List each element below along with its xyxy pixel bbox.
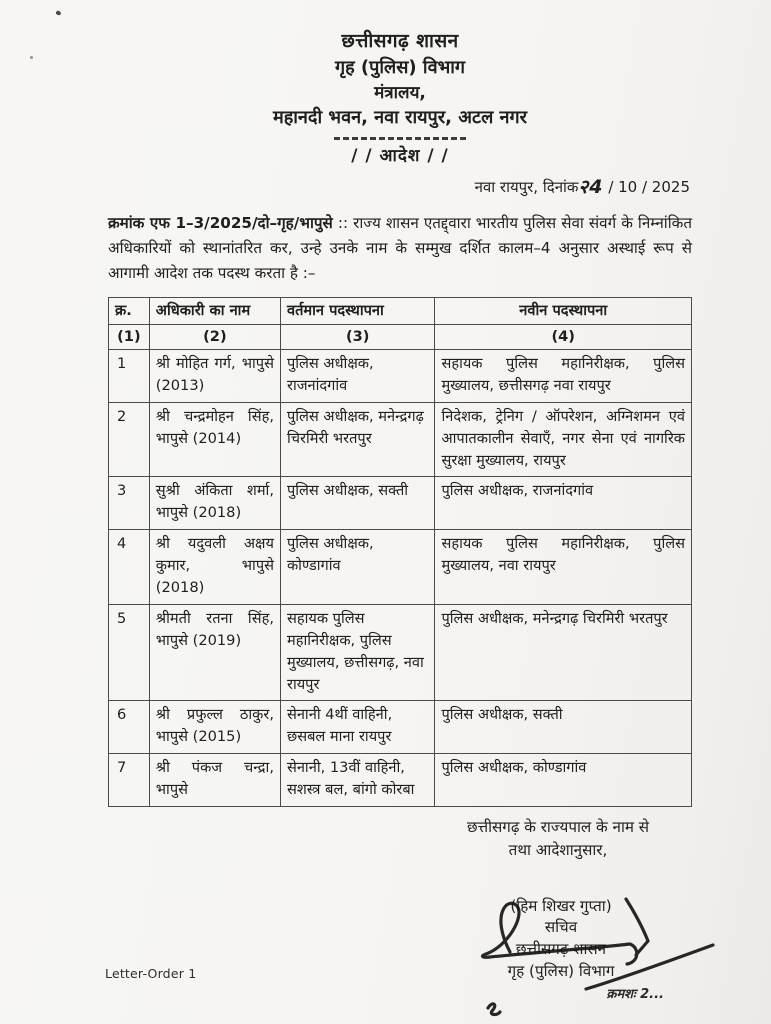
cell-serial: 4 bbox=[109, 530, 150, 605]
cell-officer-name: श्रीमती रतना सिंह, भापुसे (2019) bbox=[149, 604, 280, 701]
col-number: (1) bbox=[109, 325, 150, 350]
header-officer-name: अधिकारी का नाम bbox=[149, 298, 280, 325]
order-paragraph bbox=[108, 211, 692, 285]
cell-current-posting: पुलिस अधीक्षक, मनेन्द्रगढ़ चिरमिरी भरतपुर bbox=[280, 402, 434, 477]
cell-current-posting: सेनानी, 13वीं वाहिनी, सशस्त्र बल, बांगो कोरबा bbox=[280, 754, 434, 807]
cell-new-posting: सहायक पुलिस महानिरीक्षक, पुलिस मुख्यालय, छत्तीसगढ़ नवा रायपुर bbox=[435, 349, 692, 402]
cell-officer-name: श्री मोहित गर्ग, भापुसे (2013) bbox=[149, 349, 280, 402]
cell-serial: 2 bbox=[109, 402, 150, 477]
table-row bbox=[109, 477, 692, 530]
cell-officer-name: सुश्री अंकिता शर्मा, भापुसे (2018) bbox=[149, 477, 280, 530]
cell-new-posting: निदेशक, ट्रेनिग / ऑपरेशन, अग्निशमन एवं आपातकालीन सेवाएँ, नगर सेना एवं नागरिक सुरक्षा मुख्यालय, रायपुर bbox=[435, 402, 692, 477]
cell-new-posting: पुलिस अधीक्षक, सक्ती bbox=[435, 701, 692, 754]
cell-officer-name: श्री यदुवली अक्षय कुमार, भापुसे (2018) bbox=[149, 530, 280, 605]
scan-speck bbox=[55, 10, 61, 15]
cell-current-posting: सहायक पुलिस महानिरीक्षक, पुलिस मुख्यालय, छत्तीसगढ़, नवा रायपुर bbox=[280, 604, 434, 701]
handwritten-day: २4 bbox=[578, 176, 604, 199]
cell-new-posting: पुलिस अधीक्षक, कोण्डागांव bbox=[435, 754, 692, 807]
date-rest: / 10 / 2025 bbox=[608, 178, 690, 197]
order-text: राज्य शासन एतद्द्वारा भारतीय पुलिस सेवा संवर्ग के निम्नांकित अधिकारियों को स्थानांतरित कर, उन्हे उनके नाम के सम्मुख दर्शित कालम–4 अनुसार अस्थाई रूप से आगामी आदेश तक पदस्थ करता है :– bbox=[108, 214, 693, 282]
column-number-row bbox=[109, 325, 692, 350]
cell-new-posting: पुलिस अधीक्षक, मनेन्द्रगढ़ चिरमिरी भरतपुर bbox=[435, 604, 692, 701]
authority-lines bbox=[424, 816, 692, 862]
scan-speck bbox=[30, 56, 33, 59]
reference-separator: :: bbox=[332, 214, 354, 233]
table-row bbox=[109, 604, 692, 701]
ministry-line: मंत्रालय, bbox=[374, 82, 426, 103]
cell-serial: 5 bbox=[109, 604, 150, 701]
order-title: / / आदेश / / bbox=[351, 146, 449, 167]
authority-line-1: छत्तीसगढ़ के राज्यपाल के नाम से bbox=[466, 818, 650, 836]
table-row bbox=[109, 402, 692, 477]
table-row bbox=[109, 754, 692, 807]
divider bbox=[334, 137, 466, 140]
header-new-posting: नवीन पदस्थापना bbox=[435, 298, 692, 325]
cell-current-posting: पुलिस अधीक्षक, कोण्डागांव bbox=[280, 530, 434, 605]
page-label: Letter-Order 1 bbox=[105, 966, 197, 981]
col-number: (3) bbox=[280, 325, 434, 350]
table-row bbox=[109, 701, 692, 754]
government-name: छत्तीसगढ़ शासन bbox=[341, 30, 459, 52]
letterhead bbox=[108, 28, 692, 168]
reference-number: क्रमांक एफ 1–3/2025/दो–गृह/भापुसे bbox=[108, 214, 333, 233]
cell-officer-name: श्री चन्द्रमोहन सिंह, भापुसे (2014) bbox=[149, 402, 280, 477]
signatory-title: सचिव bbox=[544, 918, 578, 937]
col-number: (2) bbox=[149, 325, 280, 350]
cell-current-posting: सेनानी 4थीं वाहिनी, छसबल माना रायपुर bbox=[280, 701, 434, 754]
cell-current-posting: पुलिस अधीक्षक, सक्ती bbox=[280, 477, 434, 530]
cell-officer-name: श्री प्रफुल्ल ठाकुर, भापुसे (2015) bbox=[149, 701, 280, 754]
authority-line-2: तथा आदेशानुसार, bbox=[508, 840, 608, 859]
place-date-prefix: नवा रायपुर, दिनांक bbox=[474, 178, 579, 197]
cell-officer-name: श्री पंकज चन्द्रा, भापुसे bbox=[149, 754, 280, 807]
continuation-note: क्रमशः 2... bbox=[606, 987, 664, 1003]
signatory-name: (हिम शिखर गुप्ता) bbox=[510, 896, 612, 915]
address-line: महानदी भवन, नवा रायपुर, अटल नगर bbox=[272, 106, 528, 128]
cell-current-posting: पुलिस अधीक्षक, राजनांदगांव bbox=[280, 349, 434, 402]
cell-serial: 7 bbox=[109, 754, 150, 807]
cell-new-posting: सहायक पुलिस महानिरीक्षक, पुलिस मुख्यालय, नवा रायपुर bbox=[435, 530, 692, 605]
header-serial: क्र. bbox=[109, 298, 150, 325]
signatory-org-government: छत्तीसगढ़ शासन bbox=[515, 940, 607, 959]
document-content bbox=[108, 28, 692, 1002]
signatory-org-department: गृह (पुलिस) विभाग bbox=[507, 962, 615, 981]
cell-new-posting: पुलिस अधीक्षक, राजनांदगांव bbox=[435, 477, 692, 530]
header-current-posting: वर्तमान पदस्थापना bbox=[280, 298, 434, 325]
table-header-row bbox=[109, 298, 692, 325]
cell-serial: 3 bbox=[109, 477, 150, 530]
cell-serial: 6 bbox=[109, 701, 150, 754]
table-row bbox=[109, 530, 692, 605]
department-name: गृह (पुलिस) विभाग bbox=[334, 56, 466, 78]
cell-serial: 1 bbox=[109, 349, 150, 402]
col-number: (4) bbox=[435, 325, 692, 350]
transfer-table bbox=[108, 297, 692, 807]
signature-block bbox=[430, 896, 692, 984]
place-date-line bbox=[108, 172, 692, 198]
table-row bbox=[109, 349, 692, 402]
